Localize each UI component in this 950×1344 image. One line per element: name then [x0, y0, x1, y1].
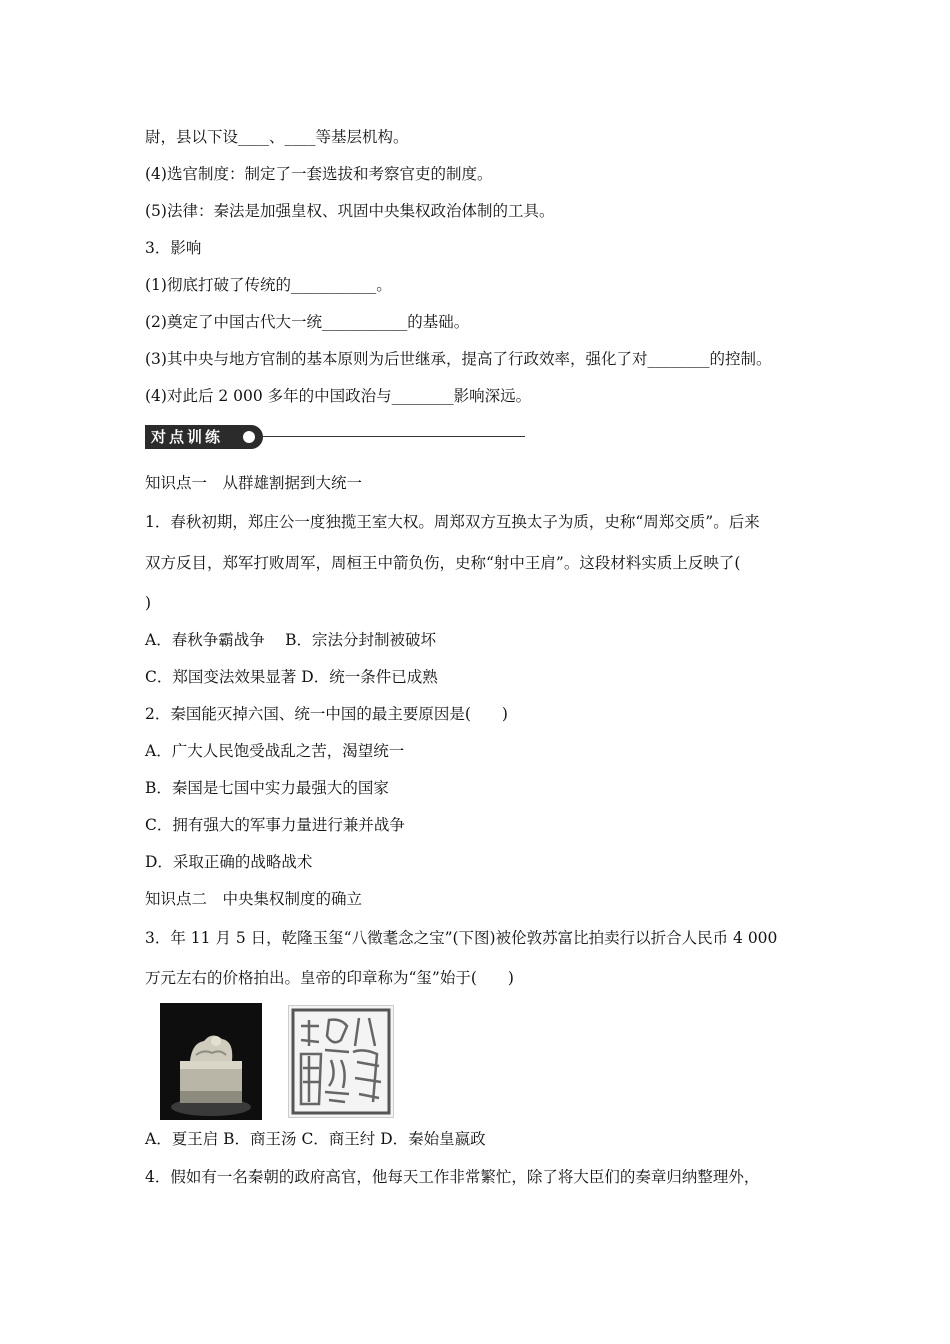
question-text: 1．春秋初期，郑庄公一度独揽王室大权。周郑双方互换太子为质，史称“周郑交质”。后来: [145, 513, 760, 531]
question-text: 4．假如有一名秦朝的政府高官，他每天工作非常繁忙，除了将大臣们的奏章归纳整理外，: [145, 1168, 760, 1186]
text-line: (4)对此后 2 000 多年的中国政治与________影响深远。: [145, 387, 532, 405]
text-line: 尉，县以下设____、____等基层机构。: [145, 128, 409, 146]
text-line: (2)奠定了中国古代大一统___________的基础。: [145, 313, 470, 331]
question-text: 万元左右的价格拍出。皇帝的印章称为“玺”始于( ): [145, 969, 514, 987]
question-text: 3．年 11 月 5 日，乾隆玉玺“八徵耄念之宝”(下图)被伦敦苏富比拍卖行以折合人民币 4 000: [145, 929, 778, 947]
section-heading: 知识点二 中央集权制度的确立: [145, 890, 363, 908]
seal-impression-image: [288, 1005, 394, 1118]
text-line: 3．影响: [145, 239, 202, 257]
section-banner: [145, 425, 525, 451]
answer-options: A．夏王启 B．商王汤 C．商王纣 D．秦始皇嬴政: [145, 1130, 486, 1148]
text-line: (5)法律：秦法是加强皇权、巩固中央集权政治体制的工具。: [145, 202, 555, 220]
answer-option: D．采取正确的战略战术: [145, 853, 313, 871]
divider: [263, 436, 525, 437]
section-banner-title: 对点训练: [145, 425, 263, 449]
answer-option: A．广大人民饱受战乱之苦，渴望统一: [145, 742, 405, 760]
jade-seal-photo: [160, 1003, 262, 1120]
question-text: 双方反目，郑军打败周军，周桓王中箭负伤，史称“射中王肩”。这段材料实质上反映了(: [145, 554, 741, 572]
answer-options: C．郑国变法效果显著 D．统一条件已成熟: [145, 668, 438, 686]
answer-option: C．拥有强大的军事力量进行兼并战争: [145, 816, 405, 834]
section-heading: 知识点一 从群雄割据到大统一: [145, 474, 363, 492]
text-line: (3)其中央与地方官制的基本原则为后世继承，提高了行政效率，强化了对________的控制。: [145, 350, 772, 368]
text-line: (4)选官制度：制定了一套选拔和考察官吏的制度。: [145, 165, 493, 183]
answer-options: A．春秋争霸战争 B．宗法分封制被破坏: [145, 631, 437, 649]
answer-option: B．秦国是七国中实力最强大的国家: [145, 779, 389, 797]
bullet-icon: [243, 431, 255, 443]
question-text: ): [145, 594, 152, 612]
question-text: 2．秦国能灭掉六国、统一中国的最主要原因是( ): [145, 705, 508, 723]
text-line: (1)彻底打破了传统的___________。: [145, 276, 392, 294]
